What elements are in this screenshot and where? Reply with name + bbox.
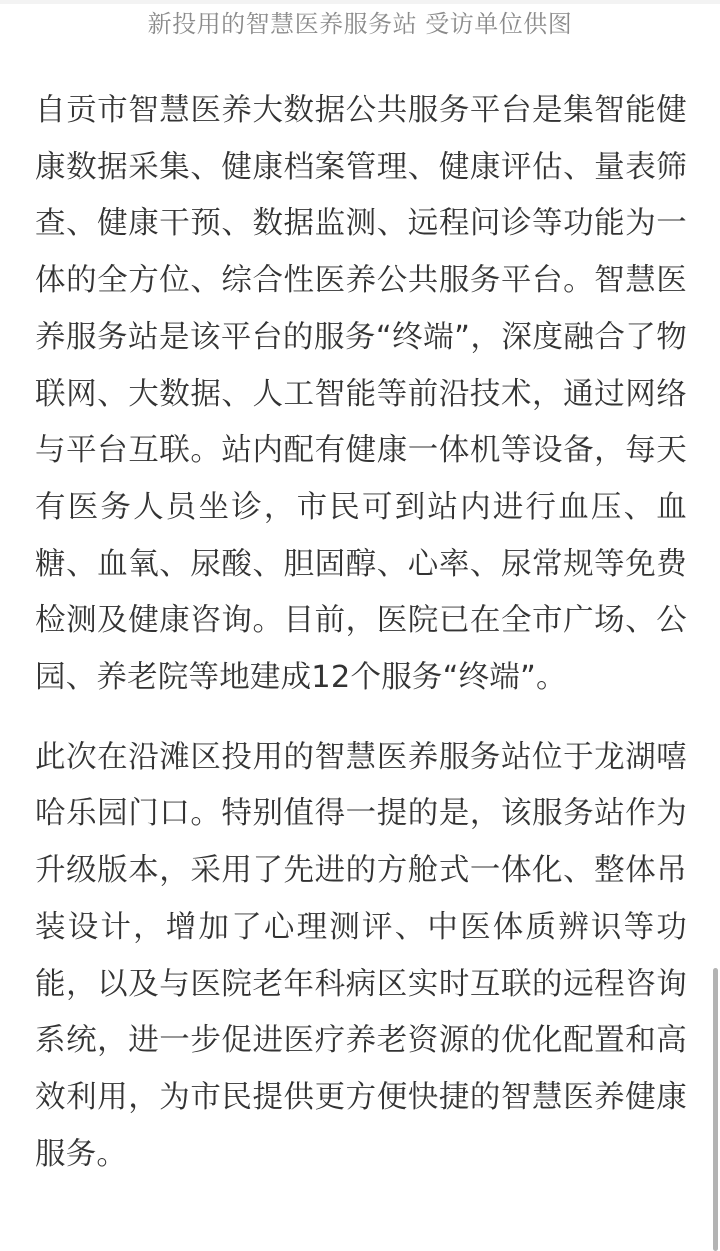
- image-caption: 新投用的智慧医养服务站 受访单位供图: [147, 10, 573, 38]
- top-divider: [0, 0, 720, 4]
- article-paragraph-1: 自贡市智慧医养大数据公共服务平台是集智能健康数据采集、健康档案管理、健康评估、量表筛查、健康干预、数据监测、远程问诊等功能为一体的全方位、综合性医养公共服务平台。智慧医养服务站是该平台的服务“终端”，深度融合了物联网、大数据、人工智能等前沿技术，通过网络与平台互联。站内配有健康一体机等设备，每天有医务人员坐诊，市民可到站内进行血压、血糖、血氧、尿酸、胆固醇、心率、尿常规等免费检测及健康咨询。目前，医院已在全市广场、公园、养老院等地建成12个服务“终端”。: [35, 93, 687, 696]
- article-body: [35, 83, 687, 1183]
- scrollbar-thumb[interactable]: [713, 968, 718, 1251]
- article-paragraph-2: 此次在沿滩区投用的智慧医养服务站位于龙湖嘻哈乐园门口。特别值得一提的是，该服务站作为升级版本，采用了先进的方舱式一体化、整体吊装设计，增加了心理测评、中医体质辨识等功能，以及与医院老年科病区实时互联的远程咨询系统，进一步促进医疗养老资源的优化配置和高效利用，为市民提供更方便快捷的智慧医养健康服务。: [35, 739, 687, 1172]
